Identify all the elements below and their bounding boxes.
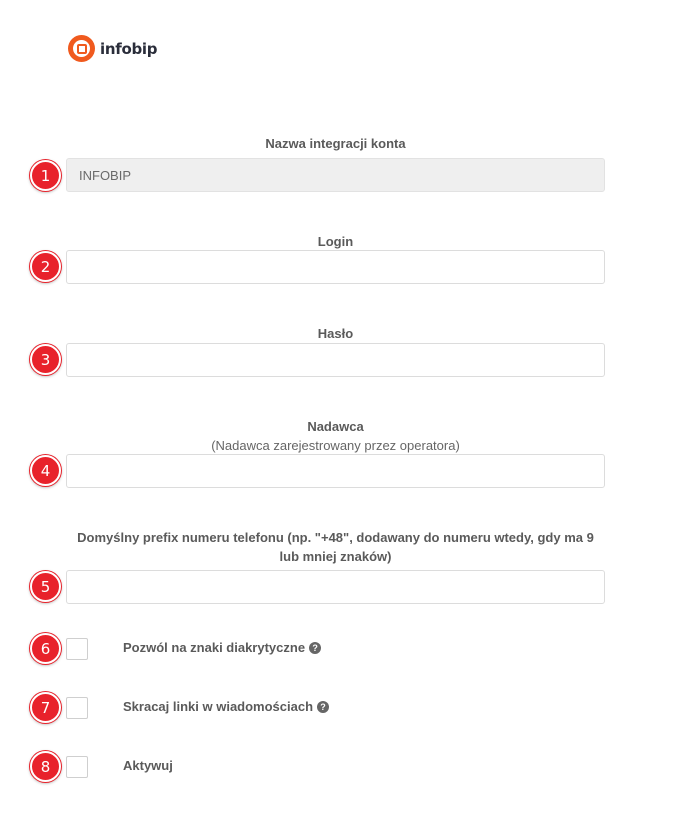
login-label: Login xyxy=(317,234,354,249)
shorten-links-label: Skracaj linki w wiadomościach xyxy=(123,699,314,714)
login-input[interactable] xyxy=(66,250,605,284)
logo-text: infobip xyxy=(100,39,158,58)
diacritics-label-group xyxy=(123,640,321,655)
activate-label: Aktywuj xyxy=(123,758,173,773)
activate-label-group xyxy=(123,758,173,773)
step-badge-6: 6 xyxy=(30,633,61,664)
step-badge-5: 5 xyxy=(30,571,61,602)
step-badge-3: 3 xyxy=(30,344,61,375)
step-badge-1: 1 xyxy=(30,160,61,191)
phone-prefix-input[interactable] xyxy=(66,570,605,604)
account-integration-name-input[interactable] xyxy=(66,158,605,192)
account-integration-name-label: Nazwa integracji konta xyxy=(265,136,406,151)
password-input[interactable] xyxy=(66,343,605,377)
step-badge-2: 2 xyxy=(30,251,61,282)
sender-sublabel: (Nadawca zarejestrowany przez operatora) xyxy=(211,438,460,453)
step-badge-8: 8 xyxy=(30,751,61,782)
diacritics-label: Pozwól na znaki diakrytyczne xyxy=(123,640,306,655)
step-badge-7: 7 xyxy=(30,692,61,723)
phone-prefix-label: Domyślny prefix numeru telefonu (np. "+48", dodawany do numeru wtedy, gdy ma 9 lub mniej znaków) xyxy=(77,530,594,564)
activate-checkbox[interactable] xyxy=(66,756,88,778)
infobip-logo xyxy=(68,35,157,62)
sender-label-group xyxy=(66,417,605,455)
shorten-links-label-group xyxy=(123,699,329,714)
question-circle-icon[interactable]: ? xyxy=(317,701,329,713)
password-label: Hasło xyxy=(317,326,354,341)
infobip-logo-icon xyxy=(68,35,95,62)
sender-label: Nadawca xyxy=(307,419,364,434)
question-circle-icon[interactable]: ? xyxy=(309,642,321,654)
shorten-links-checkbox[interactable] xyxy=(66,697,88,719)
step-badge-4: 4 xyxy=(30,455,61,486)
diacritics-checkbox[interactable] xyxy=(66,638,88,660)
sender-input[interactable] xyxy=(66,454,605,488)
